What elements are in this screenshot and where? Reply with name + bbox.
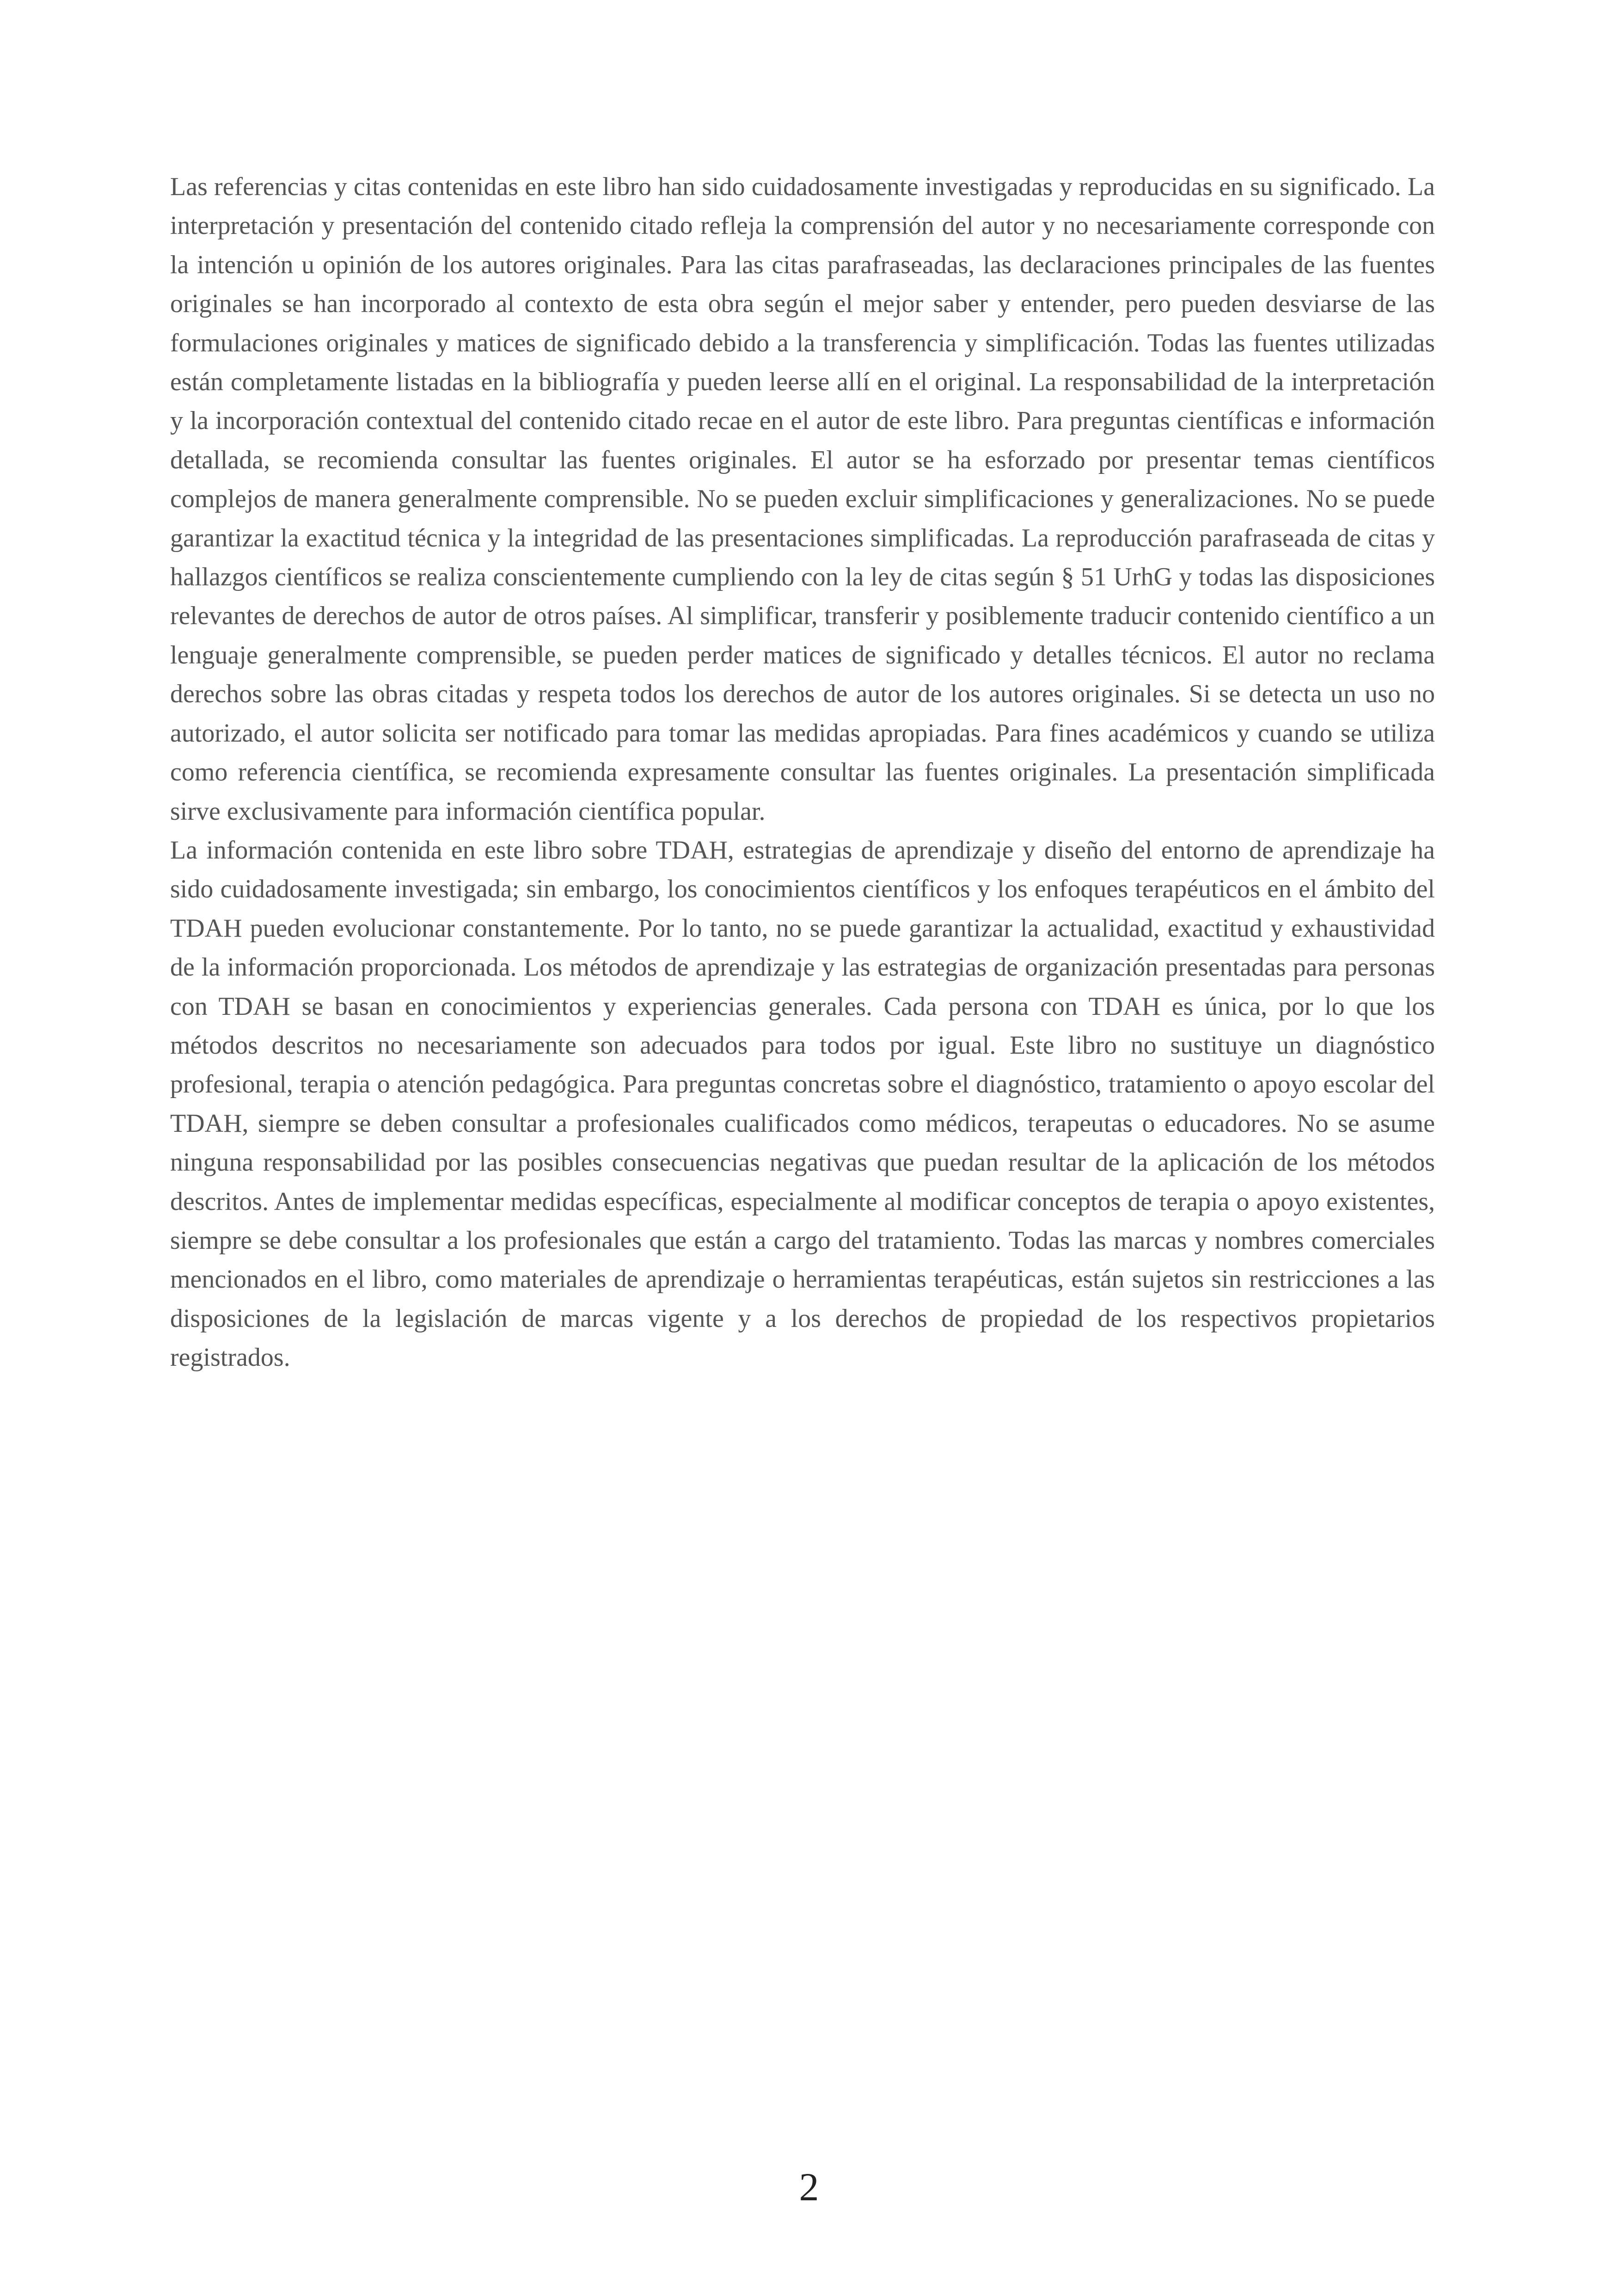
page-number: 2: [799, 2165, 819, 2209]
paragraph-citations-disclaimer: Las referencias y citas contenidas en este libro han sido cuidadosamente investigadas y reproducidas en su significado. La interpretación y presentación del contenido citado refleja la comprensión del autor y no necesariamente corresponde con la intención u opinión de los autores originales. Para las citas parafraseadas, las declaraciones principales de las fuentes originales se han incorporado al contexto de esta obra según el mejor saber y entender, pero pueden desviarse de las formulaciones originales y matices de significado debido a la transferencia y simplificación. Todas las fuentes utilizadas están completamente listadas en la bibliografía y pueden leerse allí en el original. La responsabilidad de la interpretación y la incorporación contextual del contenido citado recae en el autor de este libro. Para preguntas científicas e información detallada, se recomienda consultar las fuentes originales. El autor se ha esforzado por presentar temas científicos complejos de manera generalmente comprensible. No se pueden excluir simplificaciones y generalizaciones. No se puede garantizar la exactitud técnica y la integridad de las presentaciones simplificadas. La reproducción parafraseada de citas y hallazgos científicos se realiza conscientemente cumpliendo con la ley de citas según § 51 UrhG y todas las disposiciones relevantes de derechos de autor de otros países. Al simplificar, transferir y posiblemente traducir contenido científico a un lenguaje generalmente comprensible, se pueden perder matices de significado y detalles técnicos. El autor no reclama derechos sobre las obras citadas y respeta todos los derechos de autor de los autores originales. Si se detecta un uso no autorizado, el autor solicita ser notificado para tomar las medidas apropiadas. Para fines académicos y cuando se utiliza como referencia científica, se recomienda expresamente consultar las fuentes originales. La presentación simplificada sirve exclusivamente para información científica popular.: [170, 172, 1435, 826]
paragraph-tdah-disclaimer: La información contenida en este libro sobre TDAH, estrategias de aprendizaje y diseño del entorno de aprendizaje ha sido cuidadosamente investigada; sin embargo, los conocimientos científicos y los enfoques terapéuticos en el ámbito del TDAH pueden evolucionar constantemente. Por lo tanto, no se puede garantizar la actualidad, exactitud y exhaustividad de la información proporcionada. Los métodos de aprendizaje y las estrategias de organización presentadas para personas con TDAH se basan en conocimientos y experiencias generales. Cada persona con TDAH es única, por lo que los métodos descritos no necesariamente son adecuados para todos por igual. Este libro no sustituye un diagnóstico profesional, terapia o atención pedagógica. Para preguntas concretas sobre el diagnóstico, tratamiento o apoyo escolar del TDAH, siempre se deben consultar a profesionales cualificados como médicos, terapeutas o educadores. No se asume ninguna responsabilidad por las posibles consecuencias negativas que puedan resultar de la aplicación de los métodos descritos. Antes de implementar medidas específicas, especialmente al modificar conceptos de terapia o apoyo existentes, siempre se debe consultar a los profesionales que están a cargo del tratamiento. Todas las marcas y nombres comerciales mencionados en el libro, como materiales de aprendizaje o herramientas terapéuticas, están sujetos sin restricciones a las disposiciones de la legislación de marcas vigente y a los derechos de propiedad de los respectivos propietarios registrados.: [170, 835, 1435, 1372]
body-text: [170, 167, 1435, 1377]
